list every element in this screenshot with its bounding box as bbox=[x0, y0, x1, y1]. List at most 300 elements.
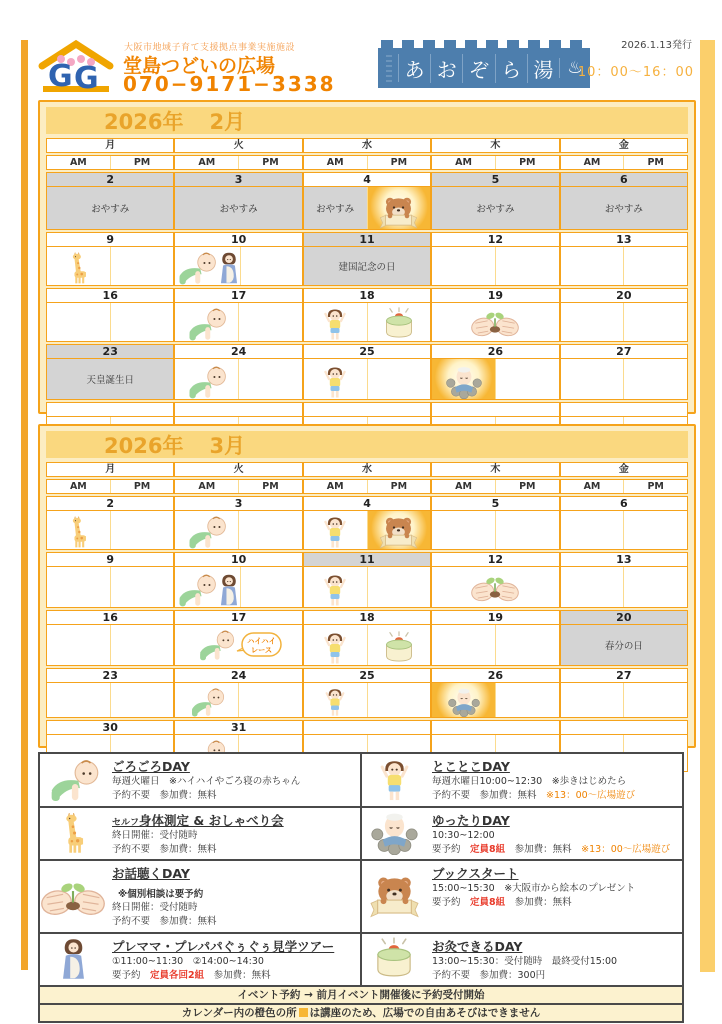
date-number: 12 bbox=[430, 553, 558, 566]
holiday-label: 建国記念の日 bbox=[304, 247, 430, 285]
date-number: 11 bbox=[302, 233, 430, 246]
legend-detail-line: 15:00~15:30 ※大阪市から絵本のプレゼント bbox=[432, 883, 636, 894]
am-half bbox=[47, 303, 110, 341]
ampm-header bbox=[302, 480, 430, 493]
pregnant-woman-icon bbox=[218, 573, 240, 607]
legend-event-title: プレママ・プレパパぐぅぐぅ見学ツアー bbox=[112, 938, 335, 954]
noren-character: ぞ bbox=[462, 54, 494, 83]
pm-half bbox=[110, 683, 174, 717]
day-cell bbox=[173, 359, 301, 399]
calendar-month: 3月 bbox=[209, 433, 246, 458]
day-cell bbox=[302, 187, 430, 229]
baby-crawl-icon bbox=[196, 629, 236, 661]
am-half bbox=[175, 567, 240, 607]
am-half bbox=[432, 511, 495, 549]
noren-tabs bbox=[381, 40, 587, 48]
calendar-february bbox=[38, 100, 696, 414]
am-half bbox=[304, 683, 367, 717]
organization-subtitle: 大阪市地域子育て支援拠点事業実施施設 bbox=[124, 43, 296, 53]
bear-book-icon bbox=[378, 515, 419, 549]
toddler-girl-icon bbox=[324, 573, 346, 607]
legend-icon-cell bbox=[40, 806, 106, 860]
pm-label: PM bbox=[238, 480, 302, 493]
date-number: 10 bbox=[173, 553, 301, 566]
day-cell bbox=[430, 625, 558, 665]
am-half bbox=[304, 567, 367, 607]
pm-label: PM bbox=[495, 156, 559, 169]
legend-detail-line: 終日開催：受付随時 bbox=[112, 829, 198, 841]
date-number: 13 bbox=[559, 553, 687, 566]
legend-detail-line: 予約不要 参加費：無料 bbox=[112, 843, 217, 855]
legend-detail-line: 要予約 定員各回2組 参加費：無料 bbox=[112, 969, 271, 981]
legend-detail-line: 毎週火曜日 ※ハイハイやごろ寝の赤ちゃん bbox=[112, 776, 301, 787]
date-number bbox=[302, 721, 430, 734]
day-cell bbox=[559, 303, 687, 341]
date-number: 5 bbox=[430, 497, 558, 510]
svg-text:ハイハイ: ハイハイ bbox=[246, 636, 276, 646]
day-cell bbox=[47, 359, 173, 399]
pm-half bbox=[623, 511, 687, 549]
holiday-label: おやすみ bbox=[47, 187, 173, 229]
day-cell bbox=[47, 187, 173, 229]
bear-book-icon bbox=[378, 195, 419, 229]
legend-text-cell bbox=[106, 806, 360, 860]
day-cell bbox=[302, 359, 430, 399]
am-half: おやすみ bbox=[304, 187, 367, 229]
day-cell bbox=[47, 247, 173, 285]
day-cell bbox=[173, 683, 301, 717]
am-half bbox=[561, 683, 624, 717]
weekday-header: 金 bbox=[559, 463, 687, 476]
toddler-girl-icon bbox=[324, 365, 346, 399]
am-half bbox=[561, 511, 624, 549]
legend-note: イベント予約 → 前月イベント開催後に予約受付開始 bbox=[40, 985, 682, 1003]
am-label: AM bbox=[69, 157, 87, 168]
date-number bbox=[430, 403, 558, 416]
legend-icon-cell bbox=[360, 859, 426, 932]
legend-detail-line: 要予約 定員8組 参加費：無料 bbox=[432, 897, 572, 909]
date-number bbox=[559, 721, 687, 734]
legend-detail-line: 予約不要 参加費：無料 bbox=[112, 790, 217, 802]
legend-icon-cell bbox=[40, 754, 106, 806]
date-number: 10 bbox=[173, 233, 301, 246]
date-number: 20 bbox=[559, 289, 687, 302]
day-cell bbox=[173, 303, 301, 341]
am-label: AM bbox=[583, 481, 601, 492]
day-cell bbox=[430, 567, 558, 607]
day-cell bbox=[173, 511, 301, 549]
pm-half bbox=[110, 303, 174, 341]
legend-icon-cell bbox=[360, 754, 426, 806]
pm-half bbox=[240, 247, 301, 285]
am-half bbox=[304, 625, 367, 665]
calendar-title bbox=[46, 431, 688, 458]
svg-text:レース: レース bbox=[250, 645, 272, 655]
baby-crawl-icon bbox=[185, 307, 228, 341]
day-cell bbox=[559, 187, 687, 229]
legend-event-title: ゆったりDAY bbox=[432, 812, 510, 828]
date-number: 4 bbox=[302, 497, 430, 510]
pm-half bbox=[623, 567, 687, 607]
pm-half bbox=[623, 359, 687, 399]
am-half bbox=[561, 303, 624, 341]
noren-character: ら bbox=[495, 54, 527, 83]
date-number: 17 bbox=[173, 289, 301, 302]
am-label: AM bbox=[198, 481, 216, 492]
weekday-header: 水 bbox=[302, 139, 430, 152]
date-number: 25 bbox=[302, 345, 430, 358]
am-half bbox=[304, 303, 367, 341]
pm-label: PM bbox=[495, 480, 559, 493]
day-cell bbox=[302, 683, 430, 717]
holiday-label: おやすみ bbox=[561, 187, 687, 229]
baby-crawl-icon bbox=[185, 515, 228, 549]
am-label: AM bbox=[455, 481, 472, 492]
legend-detail-line: 10:30~12:00 bbox=[432, 829, 495, 841]
date-number: 27 bbox=[559, 345, 687, 358]
day-cell bbox=[430, 187, 558, 229]
issue-date: 2026.1.13発行 bbox=[621, 40, 692, 51]
calendar-week-row bbox=[46, 496, 688, 550]
am-half bbox=[47, 247, 110, 285]
day-content bbox=[432, 303, 558, 341]
pm-half bbox=[623, 683, 687, 717]
ampm-header bbox=[430, 480, 558, 493]
am-half bbox=[47, 511, 110, 549]
calendar-week-row bbox=[46, 232, 688, 286]
date-number bbox=[302, 403, 430, 416]
calendar-week-row bbox=[46, 610, 688, 666]
date-number bbox=[47, 403, 173, 416]
legend-text-cell bbox=[426, 932, 682, 986]
am-half bbox=[561, 247, 624, 285]
legend-icon-cell bbox=[360, 932, 426, 986]
date-number: 3 bbox=[173, 173, 301, 186]
am-half bbox=[304, 511, 367, 549]
date-number: 4 bbox=[302, 173, 430, 186]
pm-label: PM bbox=[238, 156, 302, 169]
legend-icon-cell bbox=[360, 806, 426, 860]
pm-half bbox=[495, 511, 559, 549]
weekday-header: 金 bbox=[559, 139, 687, 152]
date-number: 9 bbox=[106, 553, 115, 566]
opening-hours: 10：00～16：00 bbox=[577, 65, 694, 80]
hands-sprout-icon bbox=[470, 306, 520, 338]
date-number: 16 bbox=[102, 611, 118, 624]
legend-text-cell bbox=[106, 859, 360, 932]
legend-detail-line: 毎週水曜日10:00~12:30 ※歩きはじめたら bbox=[432, 776, 627, 787]
pm-half bbox=[495, 625, 559, 665]
day-cell bbox=[559, 511, 687, 549]
weekday-header: 月 bbox=[105, 464, 116, 475]
pm-half bbox=[110, 567, 174, 607]
day-cell bbox=[47, 303, 173, 341]
toddler-girl-icon bbox=[324, 631, 346, 665]
weekday-header: 木 bbox=[430, 139, 558, 152]
hot-spring-icon: ♨ bbox=[559, 58, 590, 78]
legend-event-title: お灸できるDAY bbox=[432, 938, 523, 954]
date-number: 24 bbox=[173, 345, 301, 358]
calendar-month: 2月 bbox=[209, 109, 246, 134]
pm-half bbox=[367, 567, 431, 607]
pm-label: PM bbox=[110, 480, 174, 493]
ampm-header bbox=[173, 480, 301, 493]
am-half bbox=[175, 359, 238, 399]
legend-note: カレンダー内の橙色の所 は講座のため、広場での自由あそびはできません bbox=[40, 1003, 682, 1021]
hands-sprout-icon bbox=[470, 571, 520, 603]
facility-logo-icon bbox=[34, 36, 118, 100]
pm-half bbox=[367, 625, 431, 665]
noren-character: お bbox=[430, 54, 462, 83]
am-half bbox=[432, 683, 495, 717]
date-number: 2 bbox=[106, 497, 115, 510]
aozora-yu-noren bbox=[378, 40, 590, 88]
day-cell bbox=[47, 683, 173, 717]
pm-half bbox=[367, 359, 431, 399]
giraffe-icon bbox=[60, 811, 87, 855]
legend-icon-cell bbox=[40, 932, 106, 986]
date-number: 25 bbox=[302, 669, 430, 682]
date-number: 3 bbox=[173, 497, 301, 510]
relax-bath-icon bbox=[448, 687, 480, 717]
pm-label: PM bbox=[623, 480, 687, 493]
day-cell bbox=[173, 567, 301, 607]
weekday-header: 火 bbox=[173, 463, 301, 476]
date-number: 19 bbox=[430, 611, 558, 624]
ampm-header bbox=[430, 156, 558, 169]
date-number: 18 bbox=[302, 611, 430, 624]
date-number: 5 bbox=[430, 173, 558, 186]
am-half bbox=[47, 567, 110, 607]
date-number bbox=[430, 721, 558, 734]
date-number: 17 bbox=[173, 611, 301, 624]
day-cell bbox=[302, 247, 430, 285]
day-cell bbox=[302, 567, 430, 607]
date-number bbox=[559, 403, 687, 416]
calendar-week-row bbox=[46, 288, 688, 342]
am-half bbox=[304, 359, 367, 399]
am-label: AM bbox=[583, 157, 601, 168]
pregnant-woman-icon bbox=[59, 937, 88, 981]
day-cell bbox=[559, 683, 687, 717]
pm-half bbox=[495, 359, 559, 399]
ampm-header bbox=[302, 156, 430, 169]
noren-character: 湯 bbox=[527, 54, 559, 83]
ampm-header bbox=[173, 156, 301, 169]
baby-crawl-icon bbox=[188, 687, 226, 717]
date-number: 23 bbox=[47, 345, 173, 358]
calendar-week-row bbox=[46, 172, 688, 230]
baby-crawl-icon bbox=[175, 573, 218, 607]
day-cell bbox=[559, 567, 687, 607]
date-number: 11 bbox=[302, 553, 430, 566]
legend-title-note: ※個別相談は要予約 bbox=[118, 889, 204, 900]
date-number: 20 bbox=[559, 611, 687, 624]
legend-detail-line: 予約不要 参加費：無料 ※13：00～広場遊び bbox=[432, 790, 636, 802]
relax-bath-icon bbox=[371, 811, 418, 855]
holiday-label: おやすみ bbox=[175, 187, 301, 229]
date-number: 6 bbox=[559, 497, 687, 510]
pm-half bbox=[110, 511, 174, 549]
svg-text:G: G bbox=[74, 61, 99, 96]
moxa-icon bbox=[382, 307, 416, 341]
day-cell bbox=[173, 625, 301, 665]
day-cell bbox=[430, 511, 558, 549]
svg-text:G: G bbox=[48, 59, 73, 94]
legend-icon-cell bbox=[40, 859, 106, 932]
am-half bbox=[561, 359, 624, 399]
date-number bbox=[173, 403, 301, 416]
legend-text-cell bbox=[426, 754, 682, 806]
date-number: 31 bbox=[173, 721, 301, 734]
date-number: 9 bbox=[106, 233, 115, 246]
pm-half bbox=[495, 247, 559, 285]
legend-event-title: とことこDAY bbox=[432, 759, 510, 774]
pm-label: PM bbox=[623, 156, 687, 169]
date-number: 6 bbox=[559, 173, 687, 186]
orange-square-swatch bbox=[299, 1008, 308, 1017]
baby-crawl-icon bbox=[185, 365, 228, 399]
pm-half bbox=[367, 683, 431, 717]
calendar-title bbox=[46, 107, 688, 134]
noren-small-panel bbox=[380, 54, 399, 82]
facility-name: 堂島つどいの広場 bbox=[123, 55, 276, 77]
event-legend bbox=[38, 752, 684, 1023]
pm-half bbox=[623, 303, 687, 341]
weekday-header: 月 bbox=[105, 140, 116, 151]
legend-detail-line: 予約不要 参加費：無料 bbox=[112, 916, 217, 928]
holiday-label: 天皇誕生日 bbox=[47, 359, 173, 399]
am-half bbox=[561, 567, 624, 607]
calendar-week-row bbox=[46, 668, 688, 718]
legend-detail-line: 予約不要 参加費：300円 bbox=[432, 969, 546, 981]
toddler-girl-icon bbox=[324, 515, 346, 549]
legend-text-cell bbox=[106, 932, 360, 986]
date-number: 26 bbox=[430, 669, 558, 682]
legend-detail-line: ①11:00~11:30 ②14:00~14:30 bbox=[112, 955, 264, 967]
bear-book-icon bbox=[368, 874, 421, 918]
day-cell bbox=[47, 511, 173, 549]
legend-text-cell bbox=[106, 754, 360, 806]
am-half bbox=[432, 359, 495, 399]
date-number: 2 bbox=[47, 173, 173, 186]
date-number: 19 bbox=[430, 289, 558, 302]
calendar-march bbox=[38, 424, 696, 748]
calendar-week-row bbox=[46, 344, 688, 400]
pm-label: PM bbox=[367, 480, 431, 493]
legend-detail-line: 13:00~15:30：受付随時 最終受付15:00 bbox=[432, 955, 618, 967]
crawl-race-bubble-icon bbox=[236, 632, 282, 658]
pm-half bbox=[110, 247, 174, 285]
pm-half bbox=[238, 359, 302, 399]
day-cell bbox=[173, 187, 301, 229]
pm-label: PM bbox=[367, 156, 431, 169]
relax-bath-icon bbox=[446, 365, 482, 399]
day-cell bbox=[559, 625, 687, 665]
day-cell bbox=[430, 303, 558, 341]
ampm-header bbox=[559, 480, 687, 493]
date-number: 27 bbox=[559, 669, 687, 682]
holiday-label: おやすみ bbox=[432, 187, 558, 229]
pm-half bbox=[367, 187, 431, 229]
pm-half bbox=[238, 303, 302, 341]
weekday-header: 水 bbox=[302, 463, 430, 476]
am-half bbox=[175, 683, 238, 717]
legend-detail-line: 終日開催：受付随時 bbox=[112, 902, 198, 913]
am-half bbox=[47, 625, 110, 665]
date-number: 13 bbox=[559, 233, 687, 246]
noren-character: あ bbox=[404, 57, 425, 82]
left-orange-stripe bbox=[21, 40, 28, 970]
pm-half bbox=[238, 683, 302, 717]
holiday-label: 春分の日 bbox=[561, 625, 687, 665]
day-cell bbox=[47, 625, 173, 665]
date-number: 18 bbox=[302, 289, 430, 302]
legend-event-title: セルフ身体測定 & おしゃべり会 bbox=[112, 812, 284, 828]
day-cell bbox=[47, 567, 173, 607]
am-label: AM bbox=[326, 157, 344, 168]
day-cell bbox=[302, 511, 430, 549]
am-label: AM bbox=[326, 481, 344, 492]
am-half bbox=[432, 247, 495, 285]
ampm-header bbox=[559, 156, 687, 169]
moxa-icon bbox=[372, 937, 416, 981]
date-number: 23 bbox=[102, 669, 118, 682]
day-cell bbox=[430, 683, 558, 717]
legend-event-title: ブックスタート bbox=[432, 866, 519, 881]
ampm-header bbox=[47, 480, 173, 493]
am-half bbox=[432, 625, 495, 665]
day-cell bbox=[302, 625, 430, 665]
am-half bbox=[175, 303, 238, 341]
calendar-year: 2026年 bbox=[104, 109, 184, 134]
day-cell bbox=[559, 247, 687, 285]
moxa-icon bbox=[382, 631, 416, 665]
day-cell bbox=[302, 303, 430, 341]
hands-sprout-icon bbox=[40, 874, 106, 918]
pregnant-woman-icon bbox=[218, 251, 240, 285]
weekday-header: 火 bbox=[173, 139, 301, 152]
pm-half bbox=[238, 511, 302, 549]
legend-event-title: ごろごろDAY bbox=[112, 759, 190, 774]
am-label: AM bbox=[198, 157, 216, 168]
am-label: AM bbox=[455, 157, 472, 168]
giraffe-icon bbox=[68, 251, 89, 285]
date-number: 30 bbox=[102, 721, 118, 734]
day-cell bbox=[430, 247, 558, 285]
pm-half bbox=[495, 683, 559, 717]
am-half bbox=[175, 247, 240, 285]
pm-half bbox=[367, 303, 431, 341]
legend-event-title: お話聴くDAY bbox=[112, 866, 190, 881]
ampm-header bbox=[47, 156, 173, 169]
day-cell bbox=[559, 359, 687, 399]
date-number: 16 bbox=[102, 289, 118, 302]
toddler-girl-icon bbox=[380, 758, 409, 802]
baby-crawl-icon bbox=[46, 758, 101, 802]
pm-half bbox=[367, 511, 431, 549]
phone-number: 070−9171−3338 bbox=[123, 72, 336, 96]
baby-crawl-icon bbox=[175, 251, 218, 285]
date-number: 26 bbox=[430, 345, 558, 358]
right-orange-band bbox=[700, 40, 715, 972]
pm-half bbox=[240, 567, 301, 607]
am-label: AM bbox=[69, 481, 87, 492]
pm-half bbox=[623, 247, 687, 285]
day-content bbox=[175, 625, 301, 665]
legend-text-cell bbox=[426, 859, 682, 932]
date-number: 12 bbox=[430, 233, 558, 246]
